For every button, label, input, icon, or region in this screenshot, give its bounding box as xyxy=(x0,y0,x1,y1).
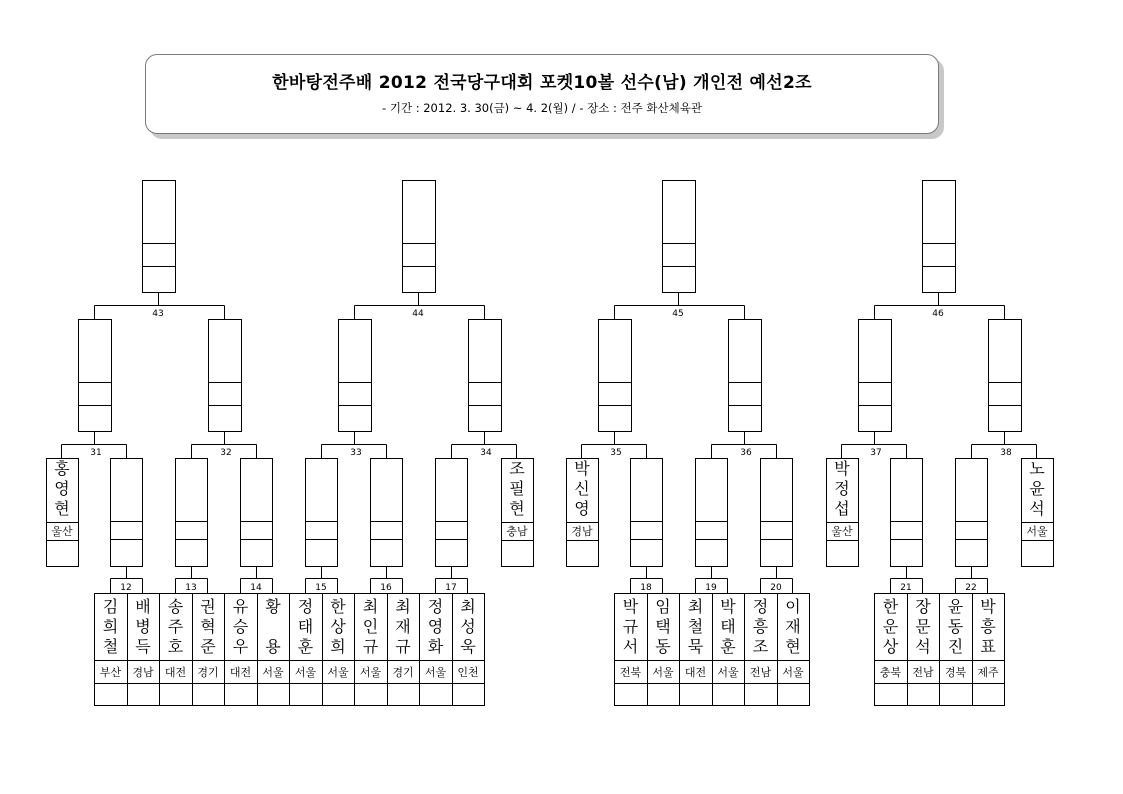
qualifier-box xyxy=(111,459,143,567)
match-number: 21 xyxy=(900,583,912,593)
semi-box xyxy=(79,320,112,432)
player-region: 서울 xyxy=(294,666,317,679)
match-number: 20 xyxy=(770,583,782,593)
player-region: 서울 xyxy=(717,666,739,679)
player-name: 박 흥 표 xyxy=(980,597,996,656)
player-region: 서울 xyxy=(262,666,284,679)
match-number: 13 xyxy=(185,583,197,593)
match-number: 12 xyxy=(120,583,132,593)
player-name: 박 규 서 xyxy=(622,597,639,656)
player-region: 경북 xyxy=(944,666,967,679)
player-name: 권 혁 준 xyxy=(200,597,216,656)
player-name: 정 영 화 xyxy=(427,597,444,656)
match-number: 36 xyxy=(740,448,752,458)
player-name: 정 흥 조 xyxy=(752,597,769,656)
player-name: 이 재 현 xyxy=(785,597,801,656)
player-region: 대전 xyxy=(684,666,707,679)
player-name: 유 승 우 xyxy=(232,597,249,656)
qualifier-box xyxy=(371,459,403,567)
player-name: 한 운 상 xyxy=(882,597,899,656)
player-region: 서울 xyxy=(424,666,447,679)
match-number: 35 xyxy=(610,448,622,458)
player-region: 서울 xyxy=(782,666,804,679)
player-name: 송 주 호 xyxy=(167,597,184,656)
match-number: 37 xyxy=(870,448,882,458)
final-box xyxy=(403,181,436,293)
player-region: 대전 xyxy=(164,666,187,679)
page-subtitle: - 기간 : 2012. 3. 30(금) ~ 4. 2(월) / - 장소 : 전주 화산체육관 xyxy=(382,101,702,115)
bye-player-name: 노 윤 석 xyxy=(1029,459,1045,518)
final-box xyxy=(923,181,956,293)
player-region: 전남 xyxy=(749,666,772,679)
player-region: 충북 xyxy=(879,666,902,679)
semi-box xyxy=(469,320,502,432)
player-name: 정 태 훈 xyxy=(297,597,314,656)
player-region: 전남 xyxy=(912,666,934,679)
bye-player-name: 조 필 현 xyxy=(509,459,525,518)
qualifier-box xyxy=(436,459,468,567)
bye-player-region: 울산 xyxy=(51,525,73,538)
bye-player-name: 홍 영 현 xyxy=(54,459,70,518)
player-name: 임 택 동 xyxy=(655,597,671,656)
bye-player-name: 박 신 영 xyxy=(574,459,590,518)
match-number: 18 xyxy=(640,583,652,593)
player-name: 최 재 규 xyxy=(395,597,411,656)
qualifier-box xyxy=(176,459,208,567)
bye-player-region: 울산 xyxy=(831,525,853,538)
player-region: 서울 xyxy=(327,666,349,679)
match-number: 31 xyxy=(90,448,102,458)
player-region: 대전 xyxy=(229,666,252,679)
player-name: 황 용 xyxy=(265,597,281,656)
bye-player-region: 서울 xyxy=(1026,525,1048,538)
final-box xyxy=(143,181,176,293)
match-number: 19 xyxy=(705,583,717,593)
semi-box xyxy=(339,320,372,432)
player-region: 경남 xyxy=(132,666,154,679)
match-number: 14 xyxy=(250,583,262,593)
match-number: 46 xyxy=(932,309,944,319)
qualifier-box xyxy=(891,459,923,567)
qualifier-box xyxy=(696,459,728,567)
match-number: 32 xyxy=(220,448,232,458)
qualifier-box xyxy=(956,459,988,567)
page-title: 한바탕전주배 2012 전국당구대회 포켓10볼 선수(남) 개인전 예선2조 xyxy=(272,73,812,93)
match-number: 45 xyxy=(672,309,684,319)
player-region: 전북 xyxy=(619,666,642,679)
player-region: 부산 xyxy=(99,666,122,679)
match-number: 34 xyxy=(480,448,492,458)
qualifier-box xyxy=(306,459,338,567)
player-region: 서울 xyxy=(359,666,382,679)
match-number: 33 xyxy=(350,448,362,458)
match-number: 38 xyxy=(1000,448,1012,458)
player-region: 경기 xyxy=(392,666,414,679)
match-number: 22 xyxy=(965,583,977,593)
final-box xyxy=(663,181,696,293)
player-name: 배 병 득 xyxy=(135,597,151,656)
player-region: 경기 xyxy=(197,666,219,679)
player-name: 한 상 희 xyxy=(330,597,346,656)
match-number: 17 xyxy=(445,583,457,593)
match-number: 44 xyxy=(412,309,424,319)
semi-box xyxy=(859,320,892,432)
player-name: 김 희 철 xyxy=(102,597,119,656)
semi-box xyxy=(989,320,1022,432)
semi-box xyxy=(599,320,632,432)
player-name: 최 성 욱 xyxy=(460,597,476,656)
player-region: 서울 xyxy=(652,666,674,679)
semi-box xyxy=(209,320,242,432)
bye-player-region: 경남 xyxy=(571,525,593,538)
qualifier-box xyxy=(761,459,793,567)
bye-player-name: 박 정 섭 xyxy=(834,459,850,518)
player-name: 장 문 석 xyxy=(915,597,931,656)
player-name: 최 인 규 xyxy=(362,597,379,656)
semi-box xyxy=(729,320,762,432)
match-number: 16 xyxy=(380,583,392,593)
qualifier-box xyxy=(631,459,663,567)
player-region: 제주 xyxy=(977,666,999,679)
player-region: 인천 xyxy=(457,666,479,679)
player-name: 박 태 훈 xyxy=(720,597,736,656)
player-name: 윤 동 진 xyxy=(947,597,964,656)
qualifier-box xyxy=(241,459,273,567)
match-number: 43 xyxy=(152,309,164,319)
match-number: 15 xyxy=(315,583,327,593)
player-name: 최 철 묵 xyxy=(687,597,704,656)
bye-player-region: 충남 xyxy=(506,525,528,538)
